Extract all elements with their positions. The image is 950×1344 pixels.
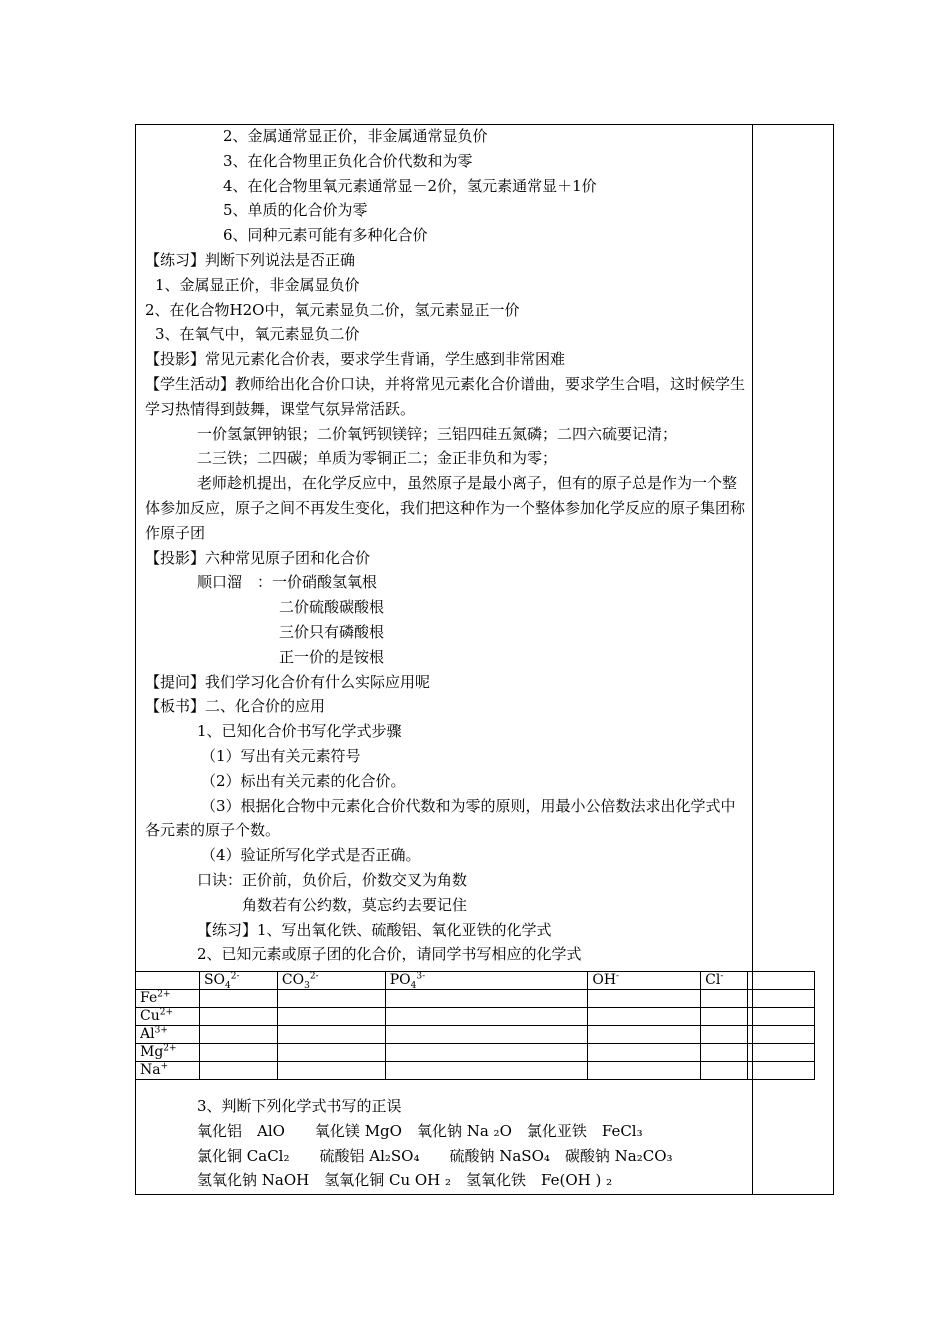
table-corner-cell [136,972,200,990]
formula-line: 氢氧化钠 NaOH 氢氧化铜 Cu OH ₂ 氢氧化铁 Fe(OH ) ₂ [197,1171,613,1190]
step-item: （2）标出有关元素的化合价。 [201,771,406,790]
answer-cell[interactable] [277,1062,385,1080]
answer-cell[interactable] [277,1026,385,1044]
table-row [136,1026,815,1044]
rule-line: 3、在化合物里正负化合价代数和为零 [223,151,473,170]
answer-cell[interactable] [385,1044,588,1062]
notes-cell [748,990,815,1008]
answer-cell[interactable] [199,1026,277,1044]
jingle-line: 正一价的是铵根 [279,647,385,666]
formula-line: 氧化铝 AlO 氧化镁 MgO 氧化钠 Na ₂O 氯化亚铁 FeCl₃ [197,1121,643,1140]
table-row [136,1008,815,1026]
mnemonic-line: 口诀：正价前，负价后，价数交叉为角数 [197,870,468,889]
practice-title: 【练习】1、写出氧化铁、硫酸铝、氧化亚铁的化学式 [197,920,552,939]
cation-cell: $Mg^{2+}$ [136,1044,200,1062]
step-item: （1）写出有关元素符号 [201,746,361,765]
answer-cell[interactable] [701,1044,748,1062]
practice-item: 1、金属显正价，非金属显负价 [155,275,360,294]
task-title: 3、判断下列化学式书写的正误 [197,1097,402,1115]
anion-header-cell: Cl- [701,972,748,990]
rule-line: 4、在化合物里氧元素通常显－2价，氢元素通常显＋1价 [223,176,597,195]
answer-cell[interactable] [385,990,588,1008]
formula-judgement-section [145,1094,750,1193]
cation-cell: $Al^{3+}$ [136,1026,200,1044]
practice-title: 【练习】判断下列说法是否正确 [145,250,356,269]
table-header-row [136,972,815,990]
answer-cell[interactable] [385,1026,588,1044]
jingle-label: 顺口溜 ：一价硝酸氢氧根 [197,573,378,592]
valence-table [135,971,815,1080]
board-heading: 【板书】二、化合价的应用 [145,697,326,716]
answer-cell[interactable] [701,1008,748,1026]
notes-cell [748,1062,815,1080]
notes-cell [748,1008,815,1026]
anion-header-cell: OH- [588,972,701,990]
answer-cell[interactable] [199,1062,277,1080]
rule-line: 2、金属通常显正价，非金属通常显负价 [223,127,488,145]
projection-note: 【投影】常见元素化合价表，要求学生背诵，学生感到非常困难 [145,350,566,369]
anion-header-cell: $SO_4^{2-}$ [199,972,277,990]
jingle-line: 三价只有磷酸根 [279,622,385,641]
task-title: 2、已知元素或原子团的化合价，请同学书写相应的化学式 [197,945,582,964]
notes-cell [748,1026,815,1044]
notes-cell [748,1044,815,1062]
table-row [136,1044,815,1062]
anion-header-cell: $CO_3^{2-}$ [277,972,385,990]
answer-cell[interactable] [277,1044,385,1062]
mnemonic-line: 角数若有公约数，莫忘约去要记住 [242,895,468,914]
rule-line: 5、单质的化合价为零 [223,201,368,220]
table-row [136,990,815,1008]
projection-note: 【投影】六种常见原子团和化合价 [145,548,371,567]
answer-cell[interactable] [199,1008,277,1026]
step-item: （4）验证所写化学式是否正确。 [201,846,421,865]
formula-line: 氯化铜 CaCl₂ 硫酸铝 Al₂SO₄ 硫酸钠 NaSO₄ 碳酸钠 Na₂CO₃ [197,1146,673,1165]
answer-cell[interactable] [277,1008,385,1026]
answer-cell[interactable] [588,1044,701,1062]
rule-line: 6、同种元素可能有多种化合价 [223,226,428,245]
question: 【提问】我们学习化合价有什么实际应用呢 [145,672,431,691]
practice-item: 2、在化合物H2O中，氧元素显负二价，氢元素显正一价 [145,300,520,319]
answer-cell[interactable] [385,1062,588,1080]
table-row [136,1062,815,1080]
student-activity: 【学生活动】教师给出化合价口诀，并将常见元素化合价谱曲，要求学生合唱，这时候学生学习热情得到鼓舞，课堂气氛异常活跃。 [145,374,746,418]
teacher-paragraph: 老师趁机提出，在化学反应中，虽然原子是最小离子，但有的原子总是作为一个整体参加反应，原子之间不再发生变化，我们把这种作为一个整体参加化学反应的原子集团称作原子团 [145,474,746,542]
practice-item: 3、在氧气中，氧元素显负二价 [155,325,360,344]
lesson-content [145,124,750,967]
answer-cell[interactable] [588,1008,701,1026]
answer-cell[interactable] [588,1026,701,1044]
anion-header-cell: $PO_4^{3-}$ [385,972,588,990]
answer-cell[interactable] [199,990,277,1008]
answer-cell[interactable] [701,1026,748,1044]
rhyme-line: 一价氢氯钾钠银；二价氧钙钡镁锌；三铝四硅五氮磷；二四六硫要记清； [197,424,678,443]
rhyme-line: 二三铁；二四碳；单质为零铜正二；金正非负和为零； [197,449,558,468]
cation-cell: $Cu^{2+}$ [136,1008,200,1026]
step-item: （3）根据化合物中元素化合价代数和为零的原则，用最小公倍数法求出化学式中各元素的原子个数。 [145,796,736,840]
answer-cell[interactable] [277,990,385,1008]
answer-cell[interactable] [588,1062,701,1080]
answer-cell[interactable] [701,990,748,1008]
answer-cell[interactable] [199,1044,277,1062]
jingle-line: 二价硫酸碳酸根 [279,598,385,617]
cation-cell: $Fe^{2+}$ [136,990,200,1008]
answer-cell[interactable] [588,990,701,1008]
steps-title: 1、已知化合价书写化学式步骤 [197,722,402,741]
cation-cell: Na+ [136,1062,200,1080]
answer-cell[interactable] [385,1008,588,1026]
notes-cell [748,972,815,990]
answer-cell[interactable] [701,1062,748,1080]
